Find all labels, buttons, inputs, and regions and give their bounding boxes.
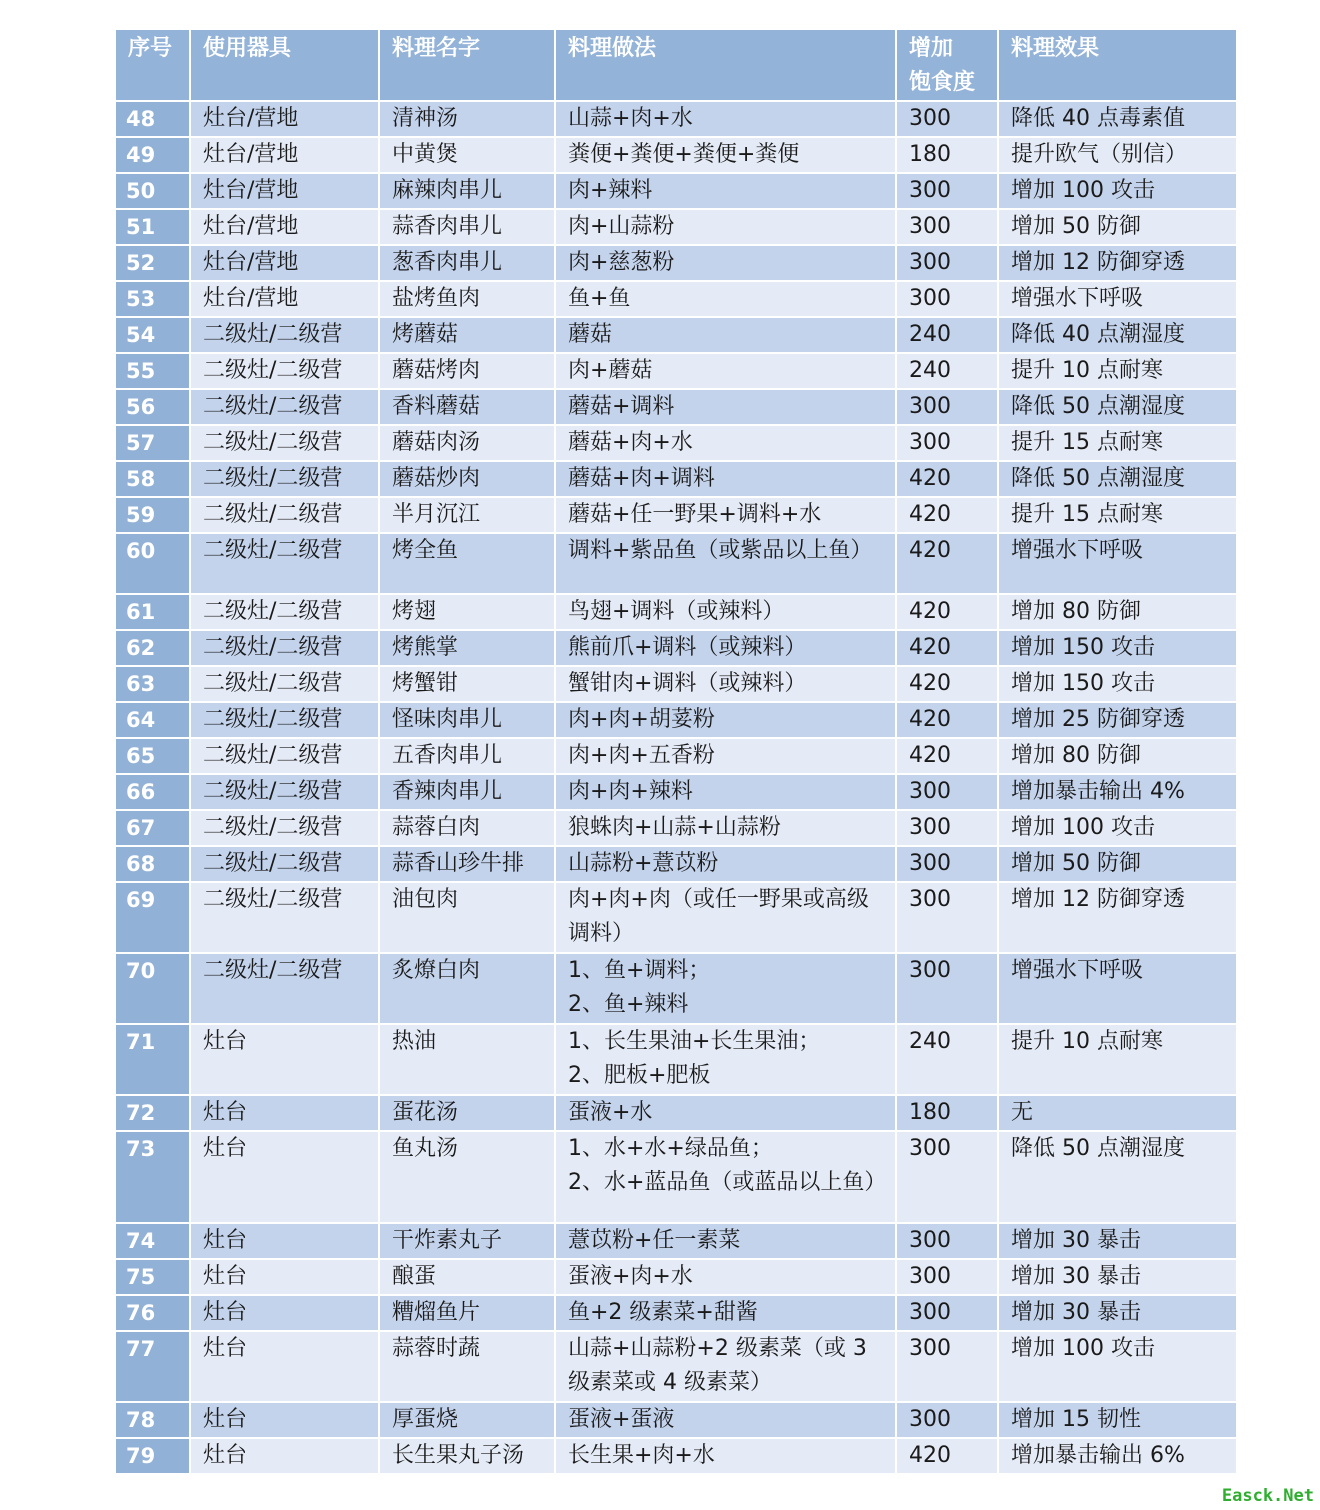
cell-dish-name: 糟熘鱼片 <box>379 1295 555 1331</box>
cell-satiety: 420 <box>896 738 998 774</box>
cell-dish-name: 怪味肉串儿 <box>379 702 555 738</box>
cell-tool: 灶台 <box>190 1402 379 1438</box>
cell-index: 59 <box>115 497 190 533</box>
cell-tool: 二级灶/二级营 <box>190 461 379 497</box>
cell-effect: 降低 50 点潮湿度 <box>998 1131 1237 1223</box>
cell-dish-name: 烤熊掌 <box>379 630 555 666</box>
cell-dish-name: 热油 <box>379 1024 555 1095</box>
cell-satiety: 300 <box>896 810 998 846</box>
cell-tool: 二级灶/二级营 <box>190 389 379 425</box>
cell-effect: 提升 10 点耐寒 <box>998 1024 1237 1095</box>
cell-recipe: 狼蛛肉+山蒜+山蒜粉 <box>555 810 896 846</box>
table-row <box>115 425 1237 461</box>
cell-recipe: 肉+山蒜粉 <box>555 209 896 245</box>
cell-satiety: 420 <box>896 461 998 497</box>
cell-recipe: 鱼+鱼 <box>555 281 896 317</box>
cell-dish-name: 蛋花汤 <box>379 1095 555 1131</box>
table-row <box>115 317 1237 353</box>
header-row <box>115 29 1237 101</box>
cell-effect: 无 <box>998 1095 1237 1131</box>
table-row <box>115 137 1237 173</box>
cell-tool: 灶台/营地 <box>190 173 379 209</box>
cell-recipe: 蘑菇 <box>555 317 896 353</box>
cell-satiety: 300 <box>896 1223 998 1259</box>
cell-index: 68 <box>115 846 190 882</box>
cell-tool: 二级灶/二级营 <box>190 425 379 461</box>
cell-recipe: 蛋液+肉+水 <box>555 1259 896 1295</box>
cell-recipe: 鸟翅+调料（或辣料） <box>555 594 896 630</box>
table-row <box>115 774 1237 810</box>
table-row <box>115 846 1237 882</box>
cell-satiety: 300 <box>896 1131 998 1223</box>
cell-recipe: 调料+紫品鱼（或紫品以上鱼） <box>555 533 896 594</box>
cell-recipe: 肉+肉+肉（或任一野果或高级 调料） <box>555 882 896 953</box>
header-satiety: 增加 饱食度 <box>896 29 998 101</box>
cell-tool: 二级灶/二级营 <box>190 738 379 774</box>
cell-effect: 增加 150 攻击 <box>998 666 1237 702</box>
cell-tool: 灶台/营地 <box>190 281 379 317</box>
cell-dish-name: 烤蘑菇 <box>379 317 555 353</box>
cell-dish-name: 鱼丸汤 <box>379 1131 555 1223</box>
cell-tool: 灶台 <box>190 1223 379 1259</box>
table-row <box>115 281 1237 317</box>
cell-recipe: 蟹钳肉+调料（或辣料） <box>555 666 896 702</box>
cell-index: 71 <box>115 1024 190 1095</box>
cell-satiety: 300 <box>896 389 998 425</box>
cell-dish-name: 蒜蓉时蔬 <box>379 1331 555 1402</box>
cell-index: 48 <box>115 101 190 137</box>
table-row <box>115 101 1237 137</box>
cell-effect: 降低 50 点潮湿度 <box>998 461 1237 497</box>
table-row <box>115 882 1237 953</box>
cell-recipe: 粪便+粪便+粪便+粪便 <box>555 137 896 173</box>
cell-index: 79 <box>115 1438 190 1474</box>
cell-satiety: 300 <box>896 1295 998 1331</box>
cell-tool: 灶台 <box>190 1438 379 1474</box>
cell-recipe: 肉+肉+胡荽粉 <box>555 702 896 738</box>
cell-index: 58 <box>115 461 190 497</box>
header-dish-name: 料理名字 <box>379 29 555 101</box>
cell-index: 76 <box>115 1295 190 1331</box>
cell-dish-name: 烤蟹钳 <box>379 666 555 702</box>
cell-satiety: 420 <box>896 497 998 533</box>
cell-satiety: 420 <box>896 702 998 738</box>
table-body <box>115 101 1237 1474</box>
cell-effect: 增加 25 防御穿透 <box>998 702 1237 738</box>
cell-satiety: 300 <box>896 846 998 882</box>
cell-satiety: 420 <box>896 594 998 630</box>
cell-tool: 二级灶/二级营 <box>190 630 379 666</box>
cell-effect: 增加 12 防御穿透 <box>998 882 1237 953</box>
cell-satiety: 420 <box>896 630 998 666</box>
table-row <box>115 738 1237 774</box>
cell-index: 69 <box>115 882 190 953</box>
header-tool: 使用器具 <box>190 29 379 101</box>
cell-dish-name: 香料蘑菇 <box>379 389 555 425</box>
cell-effect: 增加 50 防御 <box>998 846 1237 882</box>
cell-recipe: 山蒜+山蒜粉+2 级素菜（或 3 级素菜或 4 级素菜） <box>555 1331 896 1402</box>
cell-index: 51 <box>115 209 190 245</box>
cell-tool: 灶台 <box>190 1295 379 1331</box>
cell-effect: 增加 12 防御穿透 <box>998 245 1237 281</box>
cell-recipe: 1、鱼+调料； 2、鱼+辣料 <box>555 953 896 1024</box>
header-recipe: 料理做法 <box>555 29 896 101</box>
cell-effect: 增加 150 攻击 <box>998 630 1237 666</box>
cell-dish-name: 蘑菇烤肉 <box>379 353 555 389</box>
cell-effect: 增加暴击输出 6% <box>998 1438 1237 1474</box>
cell-tool: 灶台/营地 <box>190 137 379 173</box>
cell-index: 78 <box>115 1402 190 1438</box>
header-index: 序号 <box>115 29 190 101</box>
cell-dish-name: 烤翅 <box>379 594 555 630</box>
cell-tool: 二级灶/二级营 <box>190 533 379 594</box>
table-row <box>115 1131 1237 1223</box>
table-row <box>115 497 1237 533</box>
table-row <box>115 461 1237 497</box>
cell-satiety: 300 <box>896 209 998 245</box>
cell-satiety: 300 <box>896 173 998 209</box>
cell-recipe: 薏苡粉+任一素菜 <box>555 1223 896 1259</box>
cell-index: 53 <box>115 281 190 317</box>
cell-dish-name: 厚蛋烧 <box>379 1402 555 1438</box>
cell-recipe: 山蒜+肉+水 <box>555 101 896 137</box>
cell-tool: 二级灶/二级营 <box>190 666 379 702</box>
cell-recipe: 蘑菇+肉+水 <box>555 425 896 461</box>
cell-tool: 灶台 <box>190 1259 379 1295</box>
cell-recipe: 山蒜粉+薏苡粉 <box>555 846 896 882</box>
cell-dish-name: 蘑菇炒肉 <box>379 461 555 497</box>
cell-tool: 二级灶/二级营 <box>190 810 379 846</box>
cell-recipe: 肉+肉+辣料 <box>555 774 896 810</box>
cell-effect: 增强水下呼吸 <box>998 281 1237 317</box>
cell-satiety: 180 <box>896 1095 998 1131</box>
cell-effect: 增加 30 暴击 <box>998 1295 1237 1331</box>
table-row <box>115 1095 1237 1131</box>
table-row <box>115 953 1237 1024</box>
cell-index: 77 <box>115 1331 190 1402</box>
table-row <box>115 666 1237 702</box>
cell-recipe: 鱼+2 级素菜+甜酱 <box>555 1295 896 1331</box>
cell-effect: 增加 30 暴击 <box>998 1223 1237 1259</box>
cell-tool: 二级灶/二级营 <box>190 702 379 738</box>
cell-tool: 灶台/营地 <box>190 245 379 281</box>
table-row <box>115 1024 1237 1095</box>
cell-index: 73 <box>115 1131 190 1223</box>
cell-tool: 二级灶/二级营 <box>190 882 379 953</box>
cell-dish-name: 中黄煲 <box>379 137 555 173</box>
cell-dish-name: 蒜香山珍牛排 <box>379 846 555 882</box>
cell-satiety: 240 <box>896 1024 998 1095</box>
table-row <box>115 245 1237 281</box>
cell-effect: 增加暴击输出 4% <box>998 774 1237 810</box>
cell-recipe: 蘑菇+肉+调料 <box>555 461 896 497</box>
cell-index: 67 <box>115 810 190 846</box>
cell-satiety: 180 <box>896 137 998 173</box>
table-row <box>115 594 1237 630</box>
cell-tool: 二级灶/二级营 <box>190 594 379 630</box>
cell-dish-name: 油包肉 <box>379 882 555 953</box>
cell-dish-name: 蒜蓉白肉 <box>379 810 555 846</box>
cell-satiety: 300 <box>896 245 998 281</box>
cell-satiety: 300 <box>896 953 998 1024</box>
cell-recipe: 长生果+肉+水 <box>555 1438 896 1474</box>
cell-tool: 二级灶/二级营 <box>190 953 379 1024</box>
cell-dish-name: 长生果丸子汤 <box>379 1438 555 1474</box>
cell-satiety: 240 <box>896 353 998 389</box>
cell-satiety: 300 <box>896 1402 998 1438</box>
cell-index: 50 <box>115 173 190 209</box>
cell-recipe: 蘑菇+任一野果+调料+水 <box>555 497 896 533</box>
cell-effect: 增加 80 防御 <box>998 738 1237 774</box>
cell-satiety: 300 <box>896 1259 998 1295</box>
table-row <box>115 702 1237 738</box>
cell-recipe: 肉+肉+五香粉 <box>555 738 896 774</box>
table-row <box>115 353 1237 389</box>
cell-index: 63 <box>115 666 190 702</box>
cell-index: 49 <box>115 137 190 173</box>
cell-index: 55 <box>115 353 190 389</box>
table-row <box>115 389 1237 425</box>
cell-effect: 增强水下呼吸 <box>998 533 1237 594</box>
cell-satiety: 300 <box>896 281 998 317</box>
cell-index: 56 <box>115 389 190 425</box>
cell-index: 57 <box>115 425 190 461</box>
cell-dish-name: 盐烤鱼肉 <box>379 281 555 317</box>
cell-effect: 增加 100 攻击 <box>998 1331 1237 1402</box>
cell-dish-name: 蘑菇肉汤 <box>379 425 555 461</box>
cell-effect: 提升 10 点耐寒 <box>998 353 1237 389</box>
cell-satiety: 300 <box>896 1331 998 1402</box>
cell-index: 64 <box>115 702 190 738</box>
cell-effect: 增加 30 暴击 <box>998 1259 1237 1295</box>
cell-dish-name: 香辣肉串儿 <box>379 774 555 810</box>
cell-recipe: 蛋液+水 <box>555 1095 896 1131</box>
cell-effect: 增加 80 防御 <box>998 594 1237 630</box>
cell-effect: 增加 50 防御 <box>998 209 1237 245</box>
cell-index: 62 <box>115 630 190 666</box>
table-row <box>115 173 1237 209</box>
cell-index: 74 <box>115 1223 190 1259</box>
recipe-table <box>114 28 1238 1475</box>
table-row <box>115 1402 1237 1438</box>
table-row <box>115 1331 1237 1402</box>
cell-dish-name: 葱香肉串儿 <box>379 245 555 281</box>
cell-dish-name: 清神汤 <box>379 101 555 137</box>
cell-index: 66 <box>115 774 190 810</box>
table-row <box>115 810 1237 846</box>
cell-satiety: 240 <box>896 317 998 353</box>
cell-satiety: 300 <box>896 425 998 461</box>
cell-tool: 二级灶/二级营 <box>190 497 379 533</box>
cell-satiety: 300 <box>896 101 998 137</box>
cell-index: 52 <box>115 245 190 281</box>
cell-tool: 灶台/营地 <box>190 209 379 245</box>
cell-tool: 灶台 <box>190 1131 379 1223</box>
cell-satiety: 420 <box>896 666 998 702</box>
cell-satiety: 420 <box>896 1438 998 1474</box>
cell-dish-name: 炙燎白肉 <box>379 953 555 1024</box>
cell-tool: 灶台 <box>190 1095 379 1131</box>
cell-recipe: 1、水+水+绿品鱼； 2、水+蓝品鱼（或蓝品以上鱼） <box>555 1131 896 1223</box>
cell-effect: 提升欧气（别信） <box>998 137 1237 173</box>
cell-index: 72 <box>115 1095 190 1131</box>
cell-recipe: 肉+蘑菇 <box>555 353 896 389</box>
cell-tool: 二级灶/二级营 <box>190 317 379 353</box>
cell-effect: 增加 100 攻击 <box>998 810 1237 846</box>
cell-recipe: 熊前爪+调料（或辣料） <box>555 630 896 666</box>
cell-effect: 增加 15 韧性 <box>998 1402 1237 1438</box>
table-row <box>115 209 1237 245</box>
table-row <box>115 1259 1237 1295</box>
table-row <box>115 1438 1237 1474</box>
cell-dish-name: 蒜香肉串儿 <box>379 209 555 245</box>
cell-recipe: 肉+慈葱粉 <box>555 245 896 281</box>
cell-effect: 降低 40 点潮湿度 <box>998 317 1237 353</box>
header-effect: 料理效果 <box>998 29 1237 101</box>
cell-satiety: 420 <box>896 533 998 594</box>
cell-recipe: 肉+辣料 <box>555 173 896 209</box>
cell-index: 70 <box>115 953 190 1024</box>
cell-tool: 二级灶/二级营 <box>190 774 379 810</box>
cell-index: 54 <box>115 317 190 353</box>
cell-tool: 灶台 <box>190 1331 379 1402</box>
cell-index: 61 <box>115 594 190 630</box>
cell-tool: 二级灶/二级营 <box>190 353 379 389</box>
cell-dish-name: 酿蛋 <box>379 1259 555 1295</box>
watermark: Easck.Net <box>1221 1486 1314 1506</box>
cell-effect: 提升 15 点耐寒 <box>998 425 1237 461</box>
cell-satiety: 300 <box>896 882 998 953</box>
cell-dish-name: 烤全鱼 <box>379 533 555 594</box>
cell-recipe: 1、长生果油+长生果油； 2、肥板+肥板 <box>555 1024 896 1095</box>
cell-recipe: 蘑菇+调料 <box>555 389 896 425</box>
cell-recipe: 蛋液+蛋液 <box>555 1402 896 1438</box>
cell-dish-name: 干炸素丸子 <box>379 1223 555 1259</box>
cell-index: 65 <box>115 738 190 774</box>
table-row <box>115 1223 1237 1259</box>
cell-dish-name: 半月沉江 <box>379 497 555 533</box>
cell-tool: 二级灶/二级营 <box>190 846 379 882</box>
table-row <box>115 630 1237 666</box>
cell-effect: 增加 100 攻击 <box>998 173 1237 209</box>
table-row <box>115 533 1237 594</box>
cell-effect: 降低 50 点潮湿度 <box>998 389 1237 425</box>
cell-dish-name: 麻辣肉串儿 <box>379 173 555 209</box>
cell-dish-name: 五香肉串儿 <box>379 738 555 774</box>
cell-effect: 增强水下呼吸 <box>998 953 1237 1024</box>
cell-index: 60 <box>115 533 190 594</box>
cell-satiety: 300 <box>896 774 998 810</box>
table-row <box>115 1295 1237 1331</box>
cell-tool: 灶台/营地 <box>190 101 379 137</box>
cell-effect: 提升 15 点耐寒 <box>998 497 1237 533</box>
cell-index: 75 <box>115 1259 190 1295</box>
cell-effect: 降低 40 点毒素值 <box>998 101 1237 137</box>
cell-tool: 灶台 <box>190 1024 379 1095</box>
